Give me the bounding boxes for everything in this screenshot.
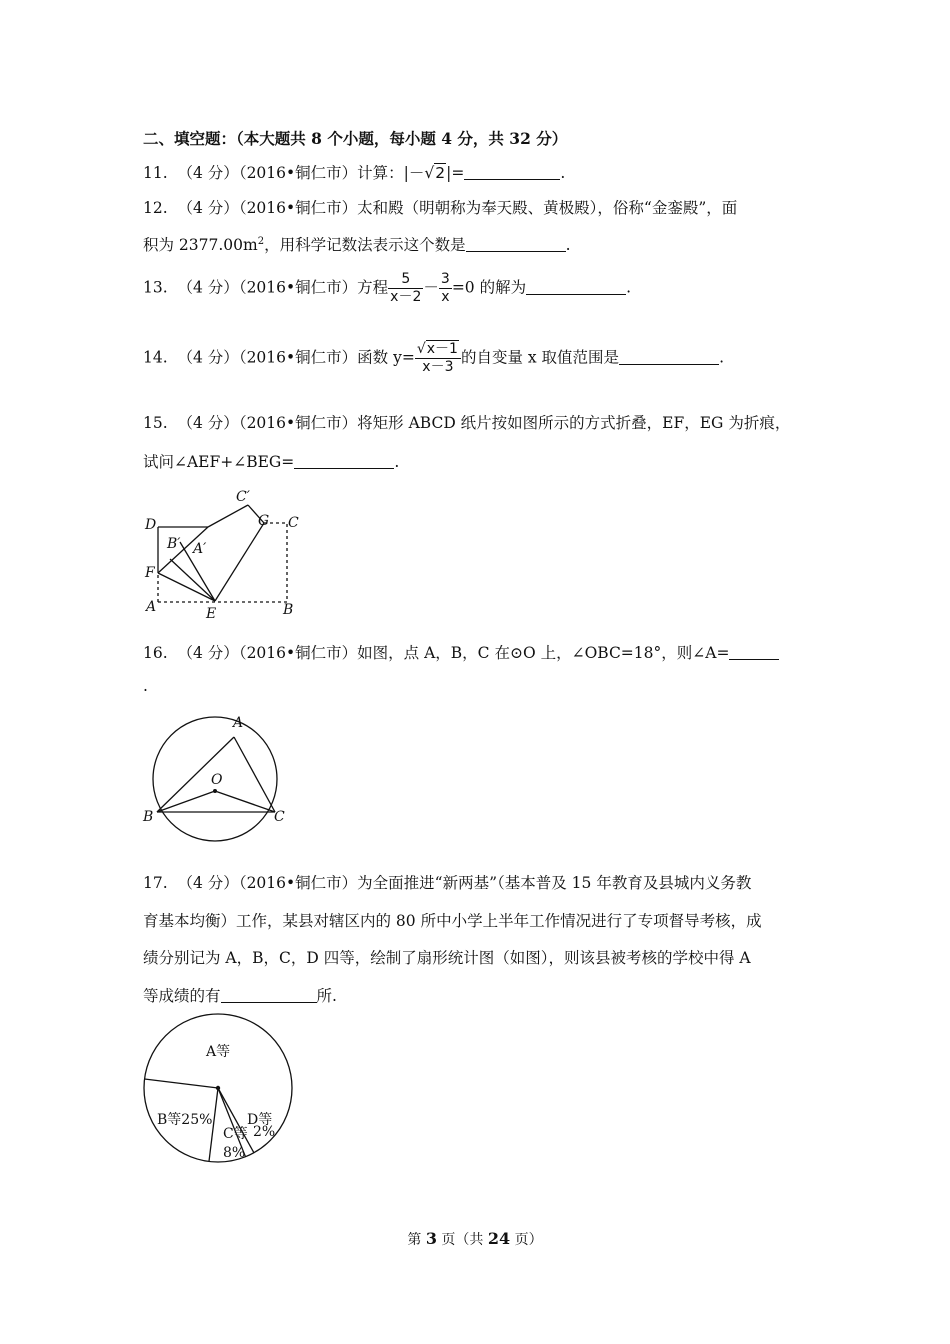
answer-blank[interactable] [729, 643, 779, 660]
question-15: 15. （4 分）（2016•铜仁市）将矩形 ABCD 纸片按如图所示的方式折叠，EF，EG 为折痕， [143, 414, 791, 432]
label-D: D [145, 517, 157, 533]
page-total: 24 [487, 1229, 511, 1248]
question-16: 16. （4 分）（2016•铜仁市）如图，点 A，B，C 在⊙O 上，∠OBC=18°，则∠A= [143, 641, 779, 663]
answer-blank[interactable] [221, 986, 317, 1003]
label-B-prime: B′ [167, 536, 181, 552]
label-C: C [288, 515, 299, 531]
page-footer: 第 3 页（共 24 页） [407, 1229, 543, 1248]
fold-EG [215, 523, 264, 601]
question-17-line4: 等成绩的有 所. [143, 987, 337, 1005]
fraction-5-over-x-minus-2: $\frac{5}{x-2}$ [390, 271, 422, 305]
label-F: F [145, 565, 155, 581]
pie-label-B: B等25% [157, 1112, 213, 1128]
radius-OC [215, 791, 275, 812]
pie-chart [143, 1013, 295, 1165]
question-14: 14. （4 分）（2016•铜仁市）函数 y= $\frac{√x-1}{x-3}$ 的自变量 x 取值范围是 . [143, 341, 724, 375]
question-17: 17. （4 分）（2016•铜仁市）为全面推进“新两基”（基本普及 15 年教育及县城内义务教 [143, 874, 752, 892]
pie-boundary-A [145, 1079, 218, 1088]
pie-center [216, 1086, 220, 1090]
label-A-prime: A′ [193, 541, 207, 557]
sqrt-expression: √2 [424, 164, 446, 182]
answer-blank[interactable] [619, 348, 719, 365]
center-point [213, 789, 217, 793]
edge-to-C-prime [208, 505, 248, 527]
label-G: G [258, 513, 270, 529]
answer-blank[interactable] [464, 163, 560, 180]
question-12: 12. （4 分）（2016•铜仁市）太和殿（明朝称为奉天殿、黄极殿），俗称“金銮殿”，面 [143, 199, 738, 217]
label-O: O [211, 772, 223, 788]
fraction-sqrt-over-x-minus-3: $\frac{√x-1}{x-3}$ [415, 341, 461, 376]
fold-line-A-prime-E [170, 559, 215, 601]
answer-blank[interactable] [294, 452, 394, 469]
label-B: B [283, 602, 294, 618]
label-C: C [274, 809, 285, 825]
answer-blank[interactable] [526, 278, 626, 295]
pie-label-D-a: D等 [247, 1112, 273, 1128]
label-B: B [143, 809, 154, 825]
label-E: E [206, 606, 217, 622]
question-17-line3: 绩分别记为 A，B，C，D 四等，绘制了扇形统计图（如图），则该县被考核的学校中得 A [143, 949, 751, 967]
fraction-3-over-x: $\frac{3}{x}$ [440, 271, 450, 305]
folded-rectangle-figure [140, 487, 310, 622]
question-16-line2: . [143, 677, 148, 695]
label-C-prime: C′ [236, 489, 250, 505]
question-13: 13. （4 分）（2016•铜仁市）方程 $\frac{5}{x-2}$ － $\frac{3}{x}$ =0 的解为 . [143, 271, 632, 305]
answer-blank[interactable] [466, 235, 566, 252]
label-A: A [146, 599, 157, 615]
pie-label-D-b: 2% [253, 1124, 276, 1140]
page-number: 3 [425, 1229, 437, 1248]
label-A: A [233, 715, 244, 731]
circle-triangle-figure [140, 713, 290, 828]
question-11: 11. （4 分）（2016•铜仁市）计算：|－√2|= . [143, 164, 566, 182]
question-15-line2: 试问∠AEF+∠BEG= . [143, 453, 400, 471]
pie-label-C-a: C等 [223, 1126, 248, 1142]
section-title: 二、填空题：（本大题共 8 个小题，每小题 4 分，共 32 分） [143, 129, 568, 148]
question-12-line2: 积为 $2377.00m^2$，用科学记数法表示这个数是 . [143, 235, 571, 254]
question-17-line2: 育基本均衡）工作，某县对辖区内的 80 所中小学上半年工作情况进行了专项督导考核，成 [143, 912, 762, 930]
radius-OB [157, 791, 215, 812]
pie-label-C-b: 8% [223, 1145, 246, 1161]
pie-label-A: A等 [206, 1044, 231, 1060]
